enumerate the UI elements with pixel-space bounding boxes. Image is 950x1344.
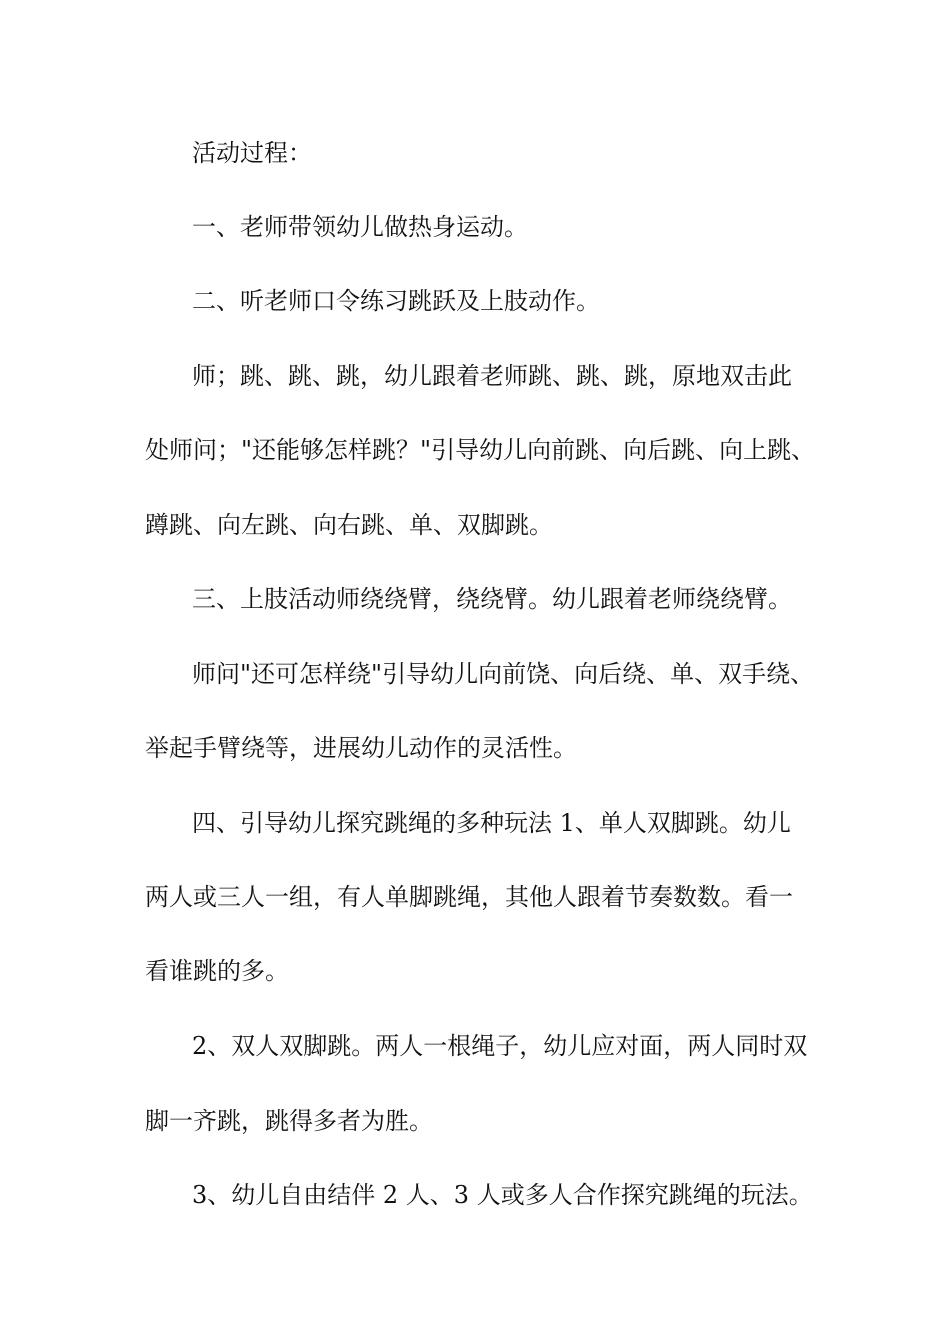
paragraph-double-jump-line-1: 2、双人双脚跳。两人一根绳子，幼儿应对面，两人同时双: [192, 1032, 808, 1060]
paragraph-step-2: 二、听老师口令练习跳跃及上肢动作。: [192, 287, 600, 315]
paragraph-free-group-play: 3、幼儿自由结伴 2 人、3 人或多人合作探究跳绳的玩法。: [192, 1181, 813, 1209]
paragraph-arm-circle-line-1: 师问"还可怎样绕"引导幼儿向前饶、向后绕、单、双手绕、: [192, 660, 815, 688]
paragraph-step-4-line-1: 四、引导幼儿探究跳绳的多种玩法 1、单人双脚跳。幼儿: [192, 809, 791, 837]
paragraph-teacher-jump-line-3: 蹲跳、向左跳、向右跳、单、双脚跳。: [145, 511, 553, 539]
paragraph-step-4-line-3: 看谁跳的多。: [145, 957, 289, 985]
paragraph-double-jump-line-2: 脚一齐跳，跳得多者为胜。: [145, 1107, 433, 1135]
paragraph-teacher-jump-line-1: 师；跳、跳、跳，幼儿跟着老师跳、跳、跳，原地双击此: [192, 362, 792, 390]
paragraph-heading-activity-process: 活动过程：: [192, 139, 312, 167]
paragraph-step-4-line-2: 两人或三人一组，有人单脚跳绳，其他人跟着节奏数数。看一: [145, 883, 793, 911]
paragraph-step-3: 三、上肢活动师绕绕臂，绕绕臂。幼儿跟着老师绕绕臂。: [192, 585, 792, 613]
paragraph-arm-circle-line-2: 举起手臂绕等，进展幼儿动作的灵活性。: [145, 734, 577, 762]
paragraph-step-1: 一、老师带领幼儿做热身运动。: [192, 213, 528, 241]
paragraph-teacher-jump-line-2: 处师问；"还能够怎样跳？"引导幼儿向前跳、向后跳、向上跳、: [145, 436, 816, 464]
